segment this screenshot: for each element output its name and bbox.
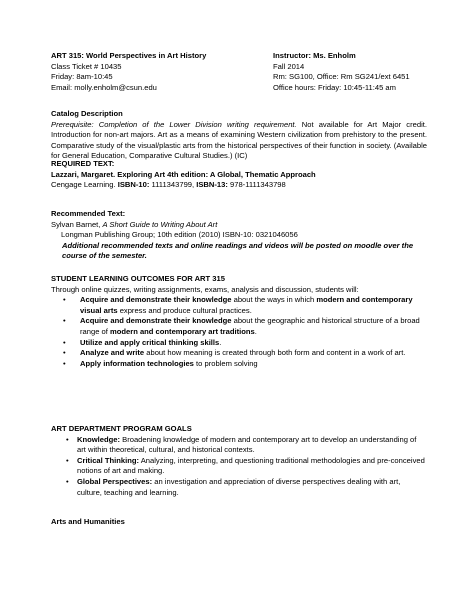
program-goals-section <box>51 424 427 498</box>
outcome-bold: Acquire and demonstrate their knowledge <box>80 295 232 305</box>
goal-item <box>51 456 427 477</box>
outcomes-heading: STUDENT LEARNING OUTCOMES FOR ART 315 <box>51 274 225 283</box>
isbn10-value: 1111343799, <box>149 180 197 190</box>
recommended-note: Additional recommended texts and online readings and videos will be posted on moodle over the course of the semester. <box>62 240 414 261</box>
goal-item <box>51 435 427 456</box>
bullet: • <box>66 455 69 465</box>
isbn13-label: ISBN-13: <box>196 180 228 190</box>
goal-text: an investigation and appreciation of diverse perspectives dealing with art, culture, teaching and learning. <box>77 476 401 497</box>
outcome-text: . <box>254 326 257 336</box>
catalog-text <box>51 120 427 162</box>
outcome-bold: Apply information technologies <box>80 358 194 368</box>
catalog-description: Not available for Art Major credit. Introduction for non-art majors. Art as a means of examining Western civilization from prehistory to the present. Comparative study of the visual/plastic arts from the historical perspectives of their function in society. (Available for General Education, Comparative Cultural Studies.) (IC) <box>51 119 427 161</box>
instructor-email: Email: molly.enholm@csun.edu <box>51 82 157 92</box>
required-publisher-line <box>51 180 427 191</box>
outcome-text: to problem solving <box>193 358 258 368</box>
outcome-bold: Analyze and write <box>80 348 145 358</box>
outcome-text: about how meaning is created through both form and content in a work of art. <box>144 348 406 358</box>
course-info-block <box>51 51 271 93</box>
rooms: Rm: SG100, Office: Rm SG241/ext 6451 <box>273 72 410 82</box>
outcome-item <box>51 316 427 337</box>
arts-humanities-section <box>51 517 427 528</box>
outcome-item <box>51 348 427 359</box>
outcome-text: express and produce cultural practices. <box>117 305 252 315</box>
required-text-section <box>51 159 427 191</box>
outcome-bold: Acquire and demonstrate their knowledge <box>80 316 232 326</box>
catalog-prerequisite: Prerequisite: Completion of the Lower Division writing requirement. <box>51 119 297 129</box>
goals-list <box>51 435 427 499</box>
office-hours: Office hours: Friday: 10:45-11:45 am <box>273 82 396 92</box>
outcome-bold: Utilize and apply critical thinking skills <box>80 337 220 347</box>
catalog-section <box>51 109 427 162</box>
instructor-name: Instructor: Ms. Enholm <box>273 51 356 60</box>
outcome-text: . <box>219 337 222 347</box>
bullet: • <box>66 434 69 444</box>
bullet: • <box>63 348 66 358</box>
isbn10-label: ISBN-10: <box>117 180 150 190</box>
outcome-item <box>51 359 427 370</box>
outcomes-list <box>51 295 427 369</box>
goal-label: Knowledge: <box>77 434 121 444</box>
outcomes-section <box>51 274 427 369</box>
goal-text: Broadening knowledge of modern and contemporary art to develop an understanding of art within theoretical, cultural, and historical contexts. <box>77 434 417 455</box>
outcome-item <box>51 338 427 349</box>
outcome-text: about the geographic and historical structure of a broad range of <box>80 316 420 336</box>
instructor-info-block <box>273 51 463 93</box>
outcomes-intro: Through online quizzes, writing assignments, exams, analysis and discussion, students will: <box>51 284 359 294</box>
bullet: • <box>63 337 66 347</box>
outcome-text: about the ways in which <box>231 295 317 305</box>
bullet: • <box>66 476 69 486</box>
outcome-bold: modern and contemporary visual arts <box>80 295 413 315</box>
arts-heading: Arts and Humanities <box>51 517 125 526</box>
recommended-title: A Short Guide to Writing About Art <box>102 219 218 229</box>
goals-heading: ART DEPARTMENT PROGRAM GOALS <box>51 424 192 433</box>
outcome-item <box>51 295 427 316</box>
required-book: Lazzari, Margaret. Exploring Art 4th edition: A Global, Thematic Approach <box>51 169 316 179</box>
course-title: ART 315: World Perspectives in Art History <box>51 51 207 60</box>
catalog-heading: Catalog Description <box>51 109 123 118</box>
recommended-publisher: Longman Publishing Group; 10th edition (2010) ISBN-10: 0321046056 <box>61 230 298 240</box>
recommended-author: Sylvan Barnet, <box>51 219 103 229</box>
bullet: • <box>63 295 66 305</box>
bullet: • <box>63 316 66 326</box>
isbn13-value: 978-1111343798 <box>227 180 286 190</box>
recommended-text-section <box>51 209 427 262</box>
goal-text: Analyzing, interpreting, and questioning traditional methodologies and pre-conceived notions of art and making. <box>77 455 425 476</box>
class-ticket: Class Ticket # 10435 <box>51 61 122 71</box>
required-publisher: Cengage Learning. <box>51 180 118 190</box>
term: Fall 2014 <box>273 61 305 71</box>
bullet: • <box>63 358 66 368</box>
goal-label: Global Perspectives: <box>77 476 153 486</box>
recommended-book <box>51 220 427 231</box>
recommended-heading: Recommended Text: <box>51 209 126 218</box>
outcome-bold: modern and contemporary art traditions <box>109 326 255 336</box>
class-schedule: Friday: 8am-10:45 <box>51 72 113 82</box>
goal-item <box>51 477 427 498</box>
goal-label: Critical Thinking: <box>77 455 140 465</box>
required-heading: REQUIRED TEXT: <box>51 159 115 168</box>
